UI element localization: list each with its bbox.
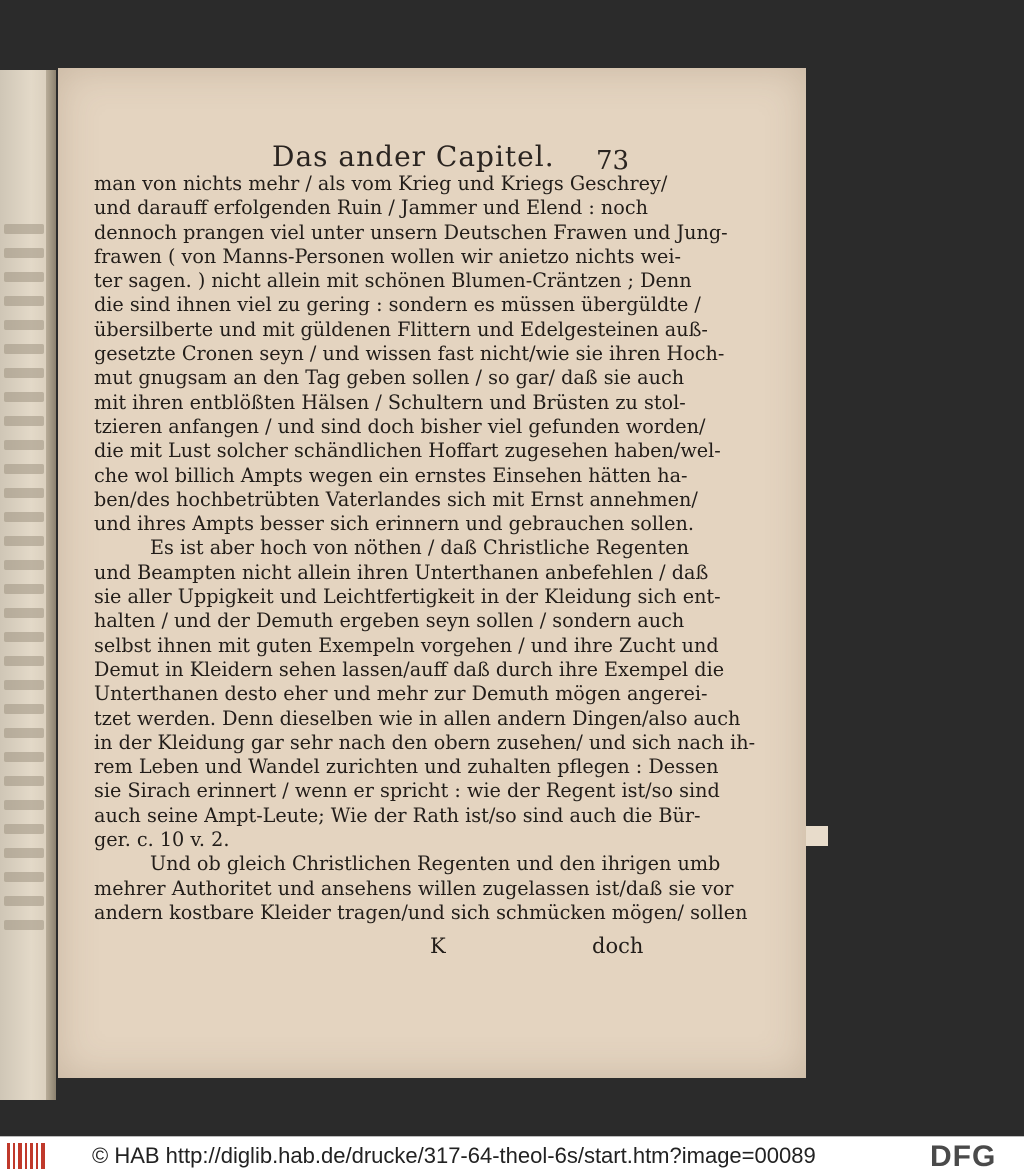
catchword: doch — [592, 934, 644, 958]
text-line: in der Kleidung gar sehr nach den obern zusehen/ und sich nach ih- — [94, 730, 756, 754]
text-line: gesetzte Cronen seyn / und wissen fast nicht/wie sie ihren Hoch- — [94, 342, 725, 366]
dfg-logo: DFG — [930, 1140, 997, 1173]
text-line: und ihres Ampts besser sich erinnern und gebrauchen sollen. — [94, 512, 694, 536]
text-line: halten / und der Demuth ergeben seyn sollen / sondern auch — [94, 609, 685, 633]
text-line: mit ihren entblößten Hälsen / Schultern und Brüsten zu stol- — [94, 390, 686, 414]
text-line: mehrer Authoritet und ansehens willen zugelassen ist/daß sie vor — [94, 876, 734, 900]
text-line: die mit Lust solcher schändlichen Hoffart zugesehen haben/wel- — [94, 439, 721, 463]
text-line: Es ist aber hoch von nöthen / daß Christliche Regenten — [150, 536, 690, 560]
text-line: auch seine Ampt-Leute; Wie der Rath ist/so sind auch die Bür- — [94, 803, 701, 827]
text-line: rem Leben und Wandel zurichten und zuhalten pflegen : Dessen — [94, 755, 719, 779]
book-gutter — [46, 70, 56, 1100]
source-url[interactable]: © HAB http://diglib.hab.de/drucke/317-64-theol-6s/start.htm?image=00089 — [92, 1143, 816, 1168]
text-line: Unterthanen desto eher und mehr zur Demuth mögen angerei- — [94, 682, 708, 706]
text-line: übersilberte und mit güldenen Flittern und Edelgesteinen auß- — [94, 317, 708, 341]
text-line: und Beampten nicht allein ihren Unterthanen anbefehlen / daß — [94, 560, 709, 584]
text-line: Demut in Kleidern sehen lassen/auff daß durch ihre Exempel die — [94, 657, 725, 681]
text-line: mut gnugsam an den Tag geben sollen / so gar/ daß sie auch — [94, 366, 685, 390]
text-line: Und ob gleich Christlichen Regenten und den ihrigen umb — [150, 852, 721, 876]
text-line: ger. c. 10 v. 2. — [94, 828, 230, 852]
text-line: selbst ihnen mit guten Exempeln vorgehen / und ihre Zucht und — [94, 633, 719, 657]
text-line: ben/des hochbetrübten Vaterlandes sich mit Ernst annehmen/ — [94, 487, 698, 511]
paper-tab — [806, 826, 828, 846]
page-number: 73 — [596, 146, 630, 176]
text-line: und darauff erfolgenden Ruin / Jammer und Elend : noch — [94, 196, 648, 220]
text-line: tzet werden. Denn dieselben wie in allen andern Dingen/also auch — [94, 706, 741, 730]
page-body — [94, 172, 756, 925]
text-line: man von nichts mehr / als vom Krieg und Kriegs Geschrey/ — [94, 172, 668, 195]
facing-page-text-fragments — [4, 210, 44, 944]
text-line: ter sagen. ) nicht allein mit schönen Blumen-Cräntzen ; Denn — [94, 269, 692, 293]
text-line: andern kostbare Kleider tragen/und sich schmücken mögen/ sollen — [94, 900, 748, 924]
text-line: frawen ( von Manns-Personen wollen wir anietzo nichts wei- — [94, 244, 681, 268]
signature-mark: K — [430, 934, 446, 958]
text-line: sie aller Uppigkeit und Leichtfertigkeit in der Kleidung sich ent- — [94, 585, 721, 609]
barcode-icon — [6, 1143, 46, 1169]
text-line: dennoch prangen viel unter unsern Deutschen Frawen und Jung- — [94, 220, 728, 244]
text-line: sie Sirach erinnert / wenn er spricht : wie der Regent ist/so sind — [94, 779, 720, 803]
facing-page-edge — [0, 70, 52, 1100]
citation-footer — [0, 1136, 1024, 1175]
text-line: die sind ihnen viel zu gering : sondern es müssen übergüldte / — [94, 293, 701, 317]
text-line: tzieren anfangen / und sind doch bisher viel gefunden worden/ — [94, 414, 706, 438]
text-line: che wol billich Ampts wegen ein ernstes Einsehen hätten ha- — [94, 463, 688, 487]
page-header: Das ander Capitel. — [272, 140, 555, 173]
